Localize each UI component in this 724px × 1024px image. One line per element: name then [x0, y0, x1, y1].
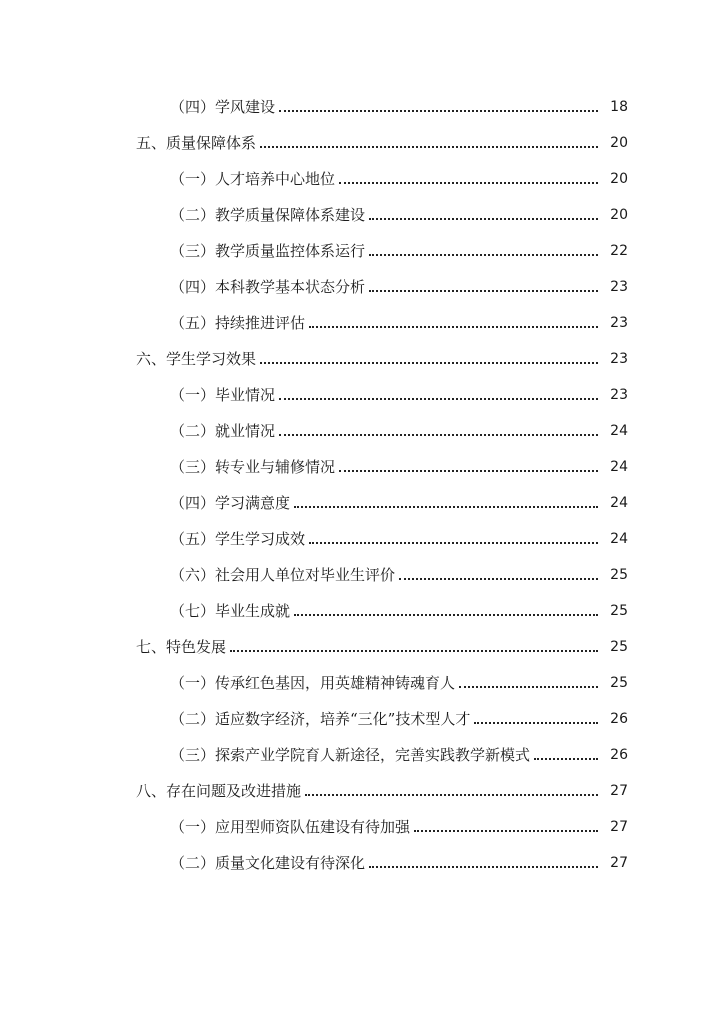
toc-entry[interactable]	[0, 368, 724, 404]
toc-entry-page: 24	[610, 495, 628, 511]
dot-leader	[260, 146, 598, 148]
toc-entry[interactable]	[0, 800, 724, 836]
toc-entry-page: 25	[610, 639, 628, 655]
toc-entry-page: 23	[610, 279, 628, 295]
toc-entry-page: 20	[610, 171, 628, 187]
toc-entry-title: 五、质量保障体系	[136, 134, 257, 152]
toc-entry[interactable]	[0, 512, 724, 548]
toc-entry-title: （七）毕业生成就	[170, 602, 291, 620]
dot-leader	[294, 614, 598, 616]
dot-leader	[279, 398, 598, 400]
toc-entry-title: （五）学生学习成效	[170, 530, 306, 548]
toc-entry[interactable]	[0, 404, 724, 440]
toc-entry-title: （一）毕业情况	[170, 386, 276, 404]
toc-entry-title: （四）学习满意度	[170, 494, 291, 512]
toc-entry-title: （二）适应数字经济，培养“三化”技术型人才	[170, 710, 471, 728]
toc-entry-page: 24	[610, 531, 628, 547]
dot-leader	[459, 686, 598, 688]
toc-entry[interactable]	[0, 764, 724, 800]
toc-entry[interactable]	[0, 224, 724, 260]
toc-entry-title: （二）质量文化建设有待深化	[170, 854, 366, 872]
toc-entry-title: （五）持续推进评估	[170, 314, 306, 332]
dot-leader	[534, 758, 598, 760]
toc-entry[interactable]	[0, 656, 724, 692]
dot-leader	[279, 434, 598, 436]
toc-entry-title: （一）应用型师资队伍建设有待加强	[170, 818, 411, 836]
toc-entry[interactable]	[0, 440, 724, 476]
toc-entry-title: （二）教学质量保障体系建设	[170, 206, 366, 224]
toc-entry-page: 27	[610, 819, 628, 835]
toc-entry[interactable]	[0, 332, 724, 368]
toc-entry-title: （二）就业情况	[170, 422, 276, 440]
dot-leader	[369, 866, 598, 868]
toc-entry-title: （六）社会用人单位对毕业生评价	[170, 566, 396, 584]
toc-entry[interactable]	[0, 188, 724, 224]
toc-entry-title: （三）转专业与辅修情况	[170, 458, 336, 476]
toc-entry-page: 25	[610, 675, 628, 691]
toc-entry-page: 24	[610, 423, 628, 439]
toc-entry-page: 22	[610, 243, 628, 259]
toc-entry-title: （一）传承红色基因，用英雄精神铸魂育人	[170, 674, 456, 692]
dot-leader	[260, 362, 598, 364]
toc-entry[interactable]	[0, 476, 724, 512]
toc-entry-page: 26	[610, 747, 628, 763]
toc-entry-page: 23	[610, 351, 628, 367]
toc-entry-page: 23	[610, 387, 628, 403]
dot-leader	[414, 830, 598, 832]
dot-leader	[369, 290, 598, 292]
toc-entry-title: 七、特色发展	[136, 638, 227, 656]
dot-leader	[309, 542, 598, 544]
toc-entry[interactable]	[0, 584, 724, 620]
toc-entry-page: 25	[610, 603, 628, 619]
toc-entry[interactable]	[0, 116, 724, 152]
toc-entry-title: （一）人才培养中心地位	[170, 170, 336, 188]
toc-entry-page: 27	[610, 783, 628, 799]
table-of-contents	[0, 80, 724, 872]
toc-entry-title: （三）教学质量监控体系运行	[170, 242, 366, 260]
toc-entry[interactable]	[0, 728, 724, 764]
dot-leader	[339, 470, 598, 472]
dot-leader	[305, 794, 598, 796]
toc-entry-title: 六、学生学习效果	[136, 350, 257, 368]
toc-entry[interactable]	[0, 260, 724, 296]
dot-leader	[339, 182, 598, 184]
toc-entry-page: 27	[610, 855, 628, 871]
toc-entry-title: 八、存在问题及改进措施	[136, 782, 302, 800]
dot-leader	[309, 326, 598, 328]
toc-entry-page: 18	[610, 99, 628, 115]
dot-leader	[369, 254, 598, 256]
toc-entry-page: 23	[610, 315, 628, 331]
toc-entry-title: （三）探索产业学院育人新途径，完善实践教学新模式	[170, 746, 531, 764]
dot-leader	[399, 578, 598, 580]
toc-entry[interactable]	[0, 80, 724, 116]
toc-entry-page: 26	[610, 711, 628, 727]
toc-entry[interactable]	[0, 296, 724, 332]
toc-entry[interactable]	[0, 548, 724, 584]
dot-leader	[279, 110, 598, 112]
dot-leader	[474, 722, 598, 724]
toc-entry-page: 24	[610, 459, 628, 475]
toc-entry-page: 20	[610, 135, 628, 151]
toc-entry-title: （四）学风建设	[170, 98, 276, 116]
dot-leader	[294, 506, 598, 508]
dot-leader	[230, 650, 598, 652]
toc-entry[interactable]	[0, 152, 724, 188]
toc-entry[interactable]	[0, 692, 724, 728]
toc-entry[interactable]	[0, 836, 724, 872]
toc-entry[interactable]	[0, 620, 724, 656]
toc-entry-page: 25	[610, 567, 628, 583]
dot-leader	[369, 218, 598, 220]
toc-entry-title: （四）本科教学基本状态分析	[170, 278, 366, 296]
toc-entry-page: 20	[610, 207, 628, 223]
